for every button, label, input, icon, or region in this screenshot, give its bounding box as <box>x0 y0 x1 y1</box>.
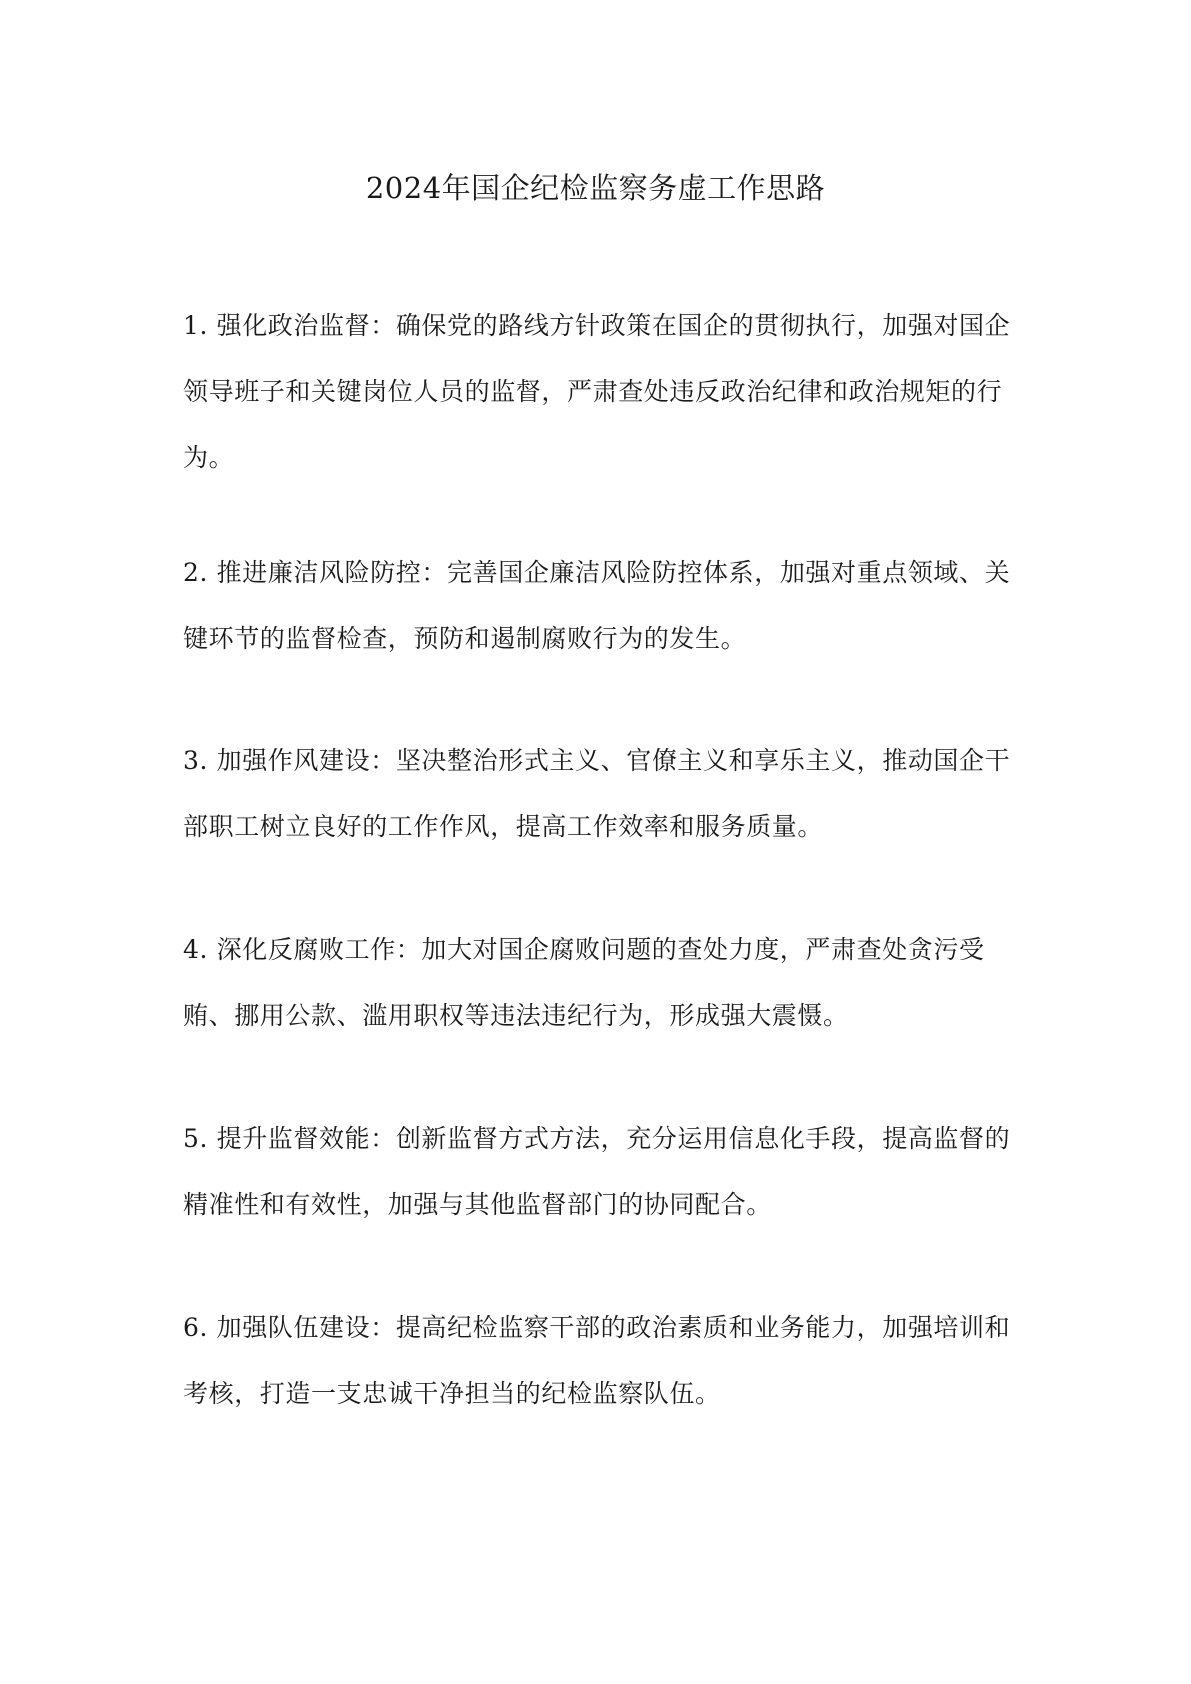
section-4 <box>183 917 1013 1049</box>
section-text: 创新监督方式方法，充分运用信息化手段，提高监督的精准性和有效性，加强与其他监督部门的协同配合。 <box>183 1124 1011 1219</box>
section-3 <box>183 728 1013 860</box>
section-text: 提高纪检监察干部的政治素质和业务能力，加强培训和考核，打造一支忠诚干净担当的纪检监察队伍。 <box>183 1313 1011 1408</box>
section-label: 1. 强化政治监督： <box>183 311 396 340</box>
section-text: 完善国企廉洁风险防控体系，加强对重点领域、关键环节的监督检查，预防和遏制腐败行为的发生。 <box>183 558 1011 653</box>
section-paragraph <box>183 293 1013 491</box>
section-paragraph <box>183 917 1013 1049</box>
section-paragraph <box>183 540 1013 672</box>
section-paragraph <box>183 1295 1013 1427</box>
section-text: 确保党的路线方针政策在国企的贯彻执行，加强对国企领导班子和关键岗位人员的监督，严肃查处违反政治纪律和政治规矩的行为。 <box>183 311 1011 472</box>
document-title: 2024年国企纪检监察务虚工作思路 <box>365 171 826 205</box>
section-label: 2. 推进廉洁风险防控： <box>183 558 448 587</box>
section-label: 4. 深化反腐败工作： <box>183 935 422 964</box>
section-paragraph <box>183 1106 1013 1238</box>
section-label: 5. 提升监督效能： <box>183 1124 396 1153</box>
section-5 <box>183 1106 1013 1238</box>
section-1 <box>183 293 1013 491</box>
section-2 <box>183 540 1013 672</box>
section-6 <box>183 1295 1013 1427</box>
section-label: 6. 加强队伍建设： <box>183 1313 396 1342</box>
section-text: 坚决整治形式主义、官僚主义和享乐主义，推动国企干部职工树立良好的工作作风，提高工作效率和服务质量。 <box>183 746 1011 841</box>
section-label: 3. 加强作风建设： <box>183 746 396 775</box>
section-paragraph <box>183 728 1013 860</box>
section-text: 加大对国企腐败问题的查处力度，严肃查处贪污受贿、挪用公款、滥用职权等违法违纪行为，形成强大震慑。 <box>183 935 985 1030</box>
